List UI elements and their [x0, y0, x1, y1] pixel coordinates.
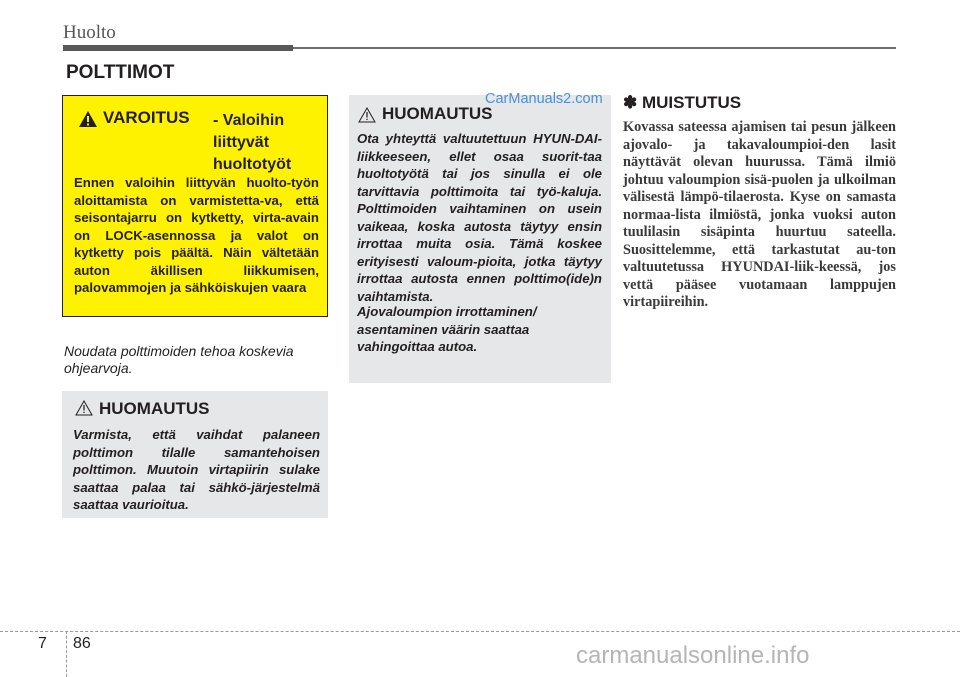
caution-left-title: HUOMAUTUS — [99, 399, 210, 418]
page-title: POLTTIMOT — [66, 62, 175, 83]
warning-box — [62, 95, 328, 317]
caution-center-text-2: Ajovaloumpion irrottaminen/ asentaminen väärin saattaa vahingoittaa autoa. — [357, 304, 537, 354]
warning-body: Ennen valoihin liittyvän huolto-työn aloittamista on varmistetta-va, että seisontajarru on kytketty, virta-avain on LOCK-asennossa ja valot on kytketty pois päältä. Näin vältetään auton äkillisen liikkumisen, palovammojen ja sähköiskujen vaara — [74, 175, 319, 295]
note-title: ✽ MUISTUTUS — [623, 93, 742, 112]
caution-left-text: Varmista, että vaihdat palaneen polttimon tilalle samantehoisen polttimon. Muutoin virtapiirin sulake saattaa palaa tai sähkö-järjestelmä saattaa vaurioitua. — [73, 427, 320, 512]
caution-triangle-icon — [75, 400, 93, 416]
footer-watermark[interactable]: carmanualsonline.info — [576, 642, 810, 669]
header-rule-light — [293, 47, 896, 49]
warning-label: VAROITUS — [103, 108, 190, 127]
caution-box-center — [349, 95, 611, 383]
caution-center-text-1: Ota yhteyttä valtuutettuun HYUN-DAI-liikkeeseen, ellet osaa suorit-taa huoltotyötä tai jos sinulla ei ole tarvittavia polttimoita tai työ-kaluja. Polttimoiden vaihtaminen on usein vaikeaa, koska autosta täytyy ensin irrottaa muita osia. Tämä koskee erityisesti valoum-pioita, jotka täytyy irrottaa autosta ennen polttimo(ide)n vaihtamista. — [357, 131, 602, 304]
warning-triangle-icon — [78, 110, 98, 128]
intro-text: Noudata polttimoiden tehoa koskevia ohjearvoja. — [64, 343, 294, 376]
caution-box-left — [62, 391, 328, 518]
note-body: Kovassa sateessa ajamisen tai pesun jälkeen ajovalo- ja takavaloumpioi-den lasit näyttävät olevan huurussa. Tämä ilmiö johtuu valoumpion sisä-puolen ja ulkoilman välisestä lämpö-tilaerosta. Kyse on samasta normaa-lista ilmiöstä, jonka vuoksi auton tuulilasin sisäpinta huurtuu sateella. Suosittelemme, että tarkastutat au-ton valtuutetussa HYUNDAI-liik-keessä, jos vettä pääsee vuotamaan lamppujen virtapiireihin. — [623, 119, 896, 310]
caution-center-title: HUOMAUTUS — [382, 104, 493, 123]
caution-triangle-icon — [358, 107, 376, 123]
footer-divider — [0, 631, 960, 632]
footer-vertical-divider — [66, 631, 67, 677]
warning-subtitle: - Valoihin liittyvät huoltotyöt — [213, 112, 292, 173]
chapter-number: 7 — [38, 635, 47, 652]
watermark-link[interactable]: CarManuals2.com — [485, 91, 603, 107]
section-header: Huolto — [63, 22, 116, 43]
header-rule-dark — [63, 45, 293, 51]
page-number: 86 — [73, 635, 91, 652]
